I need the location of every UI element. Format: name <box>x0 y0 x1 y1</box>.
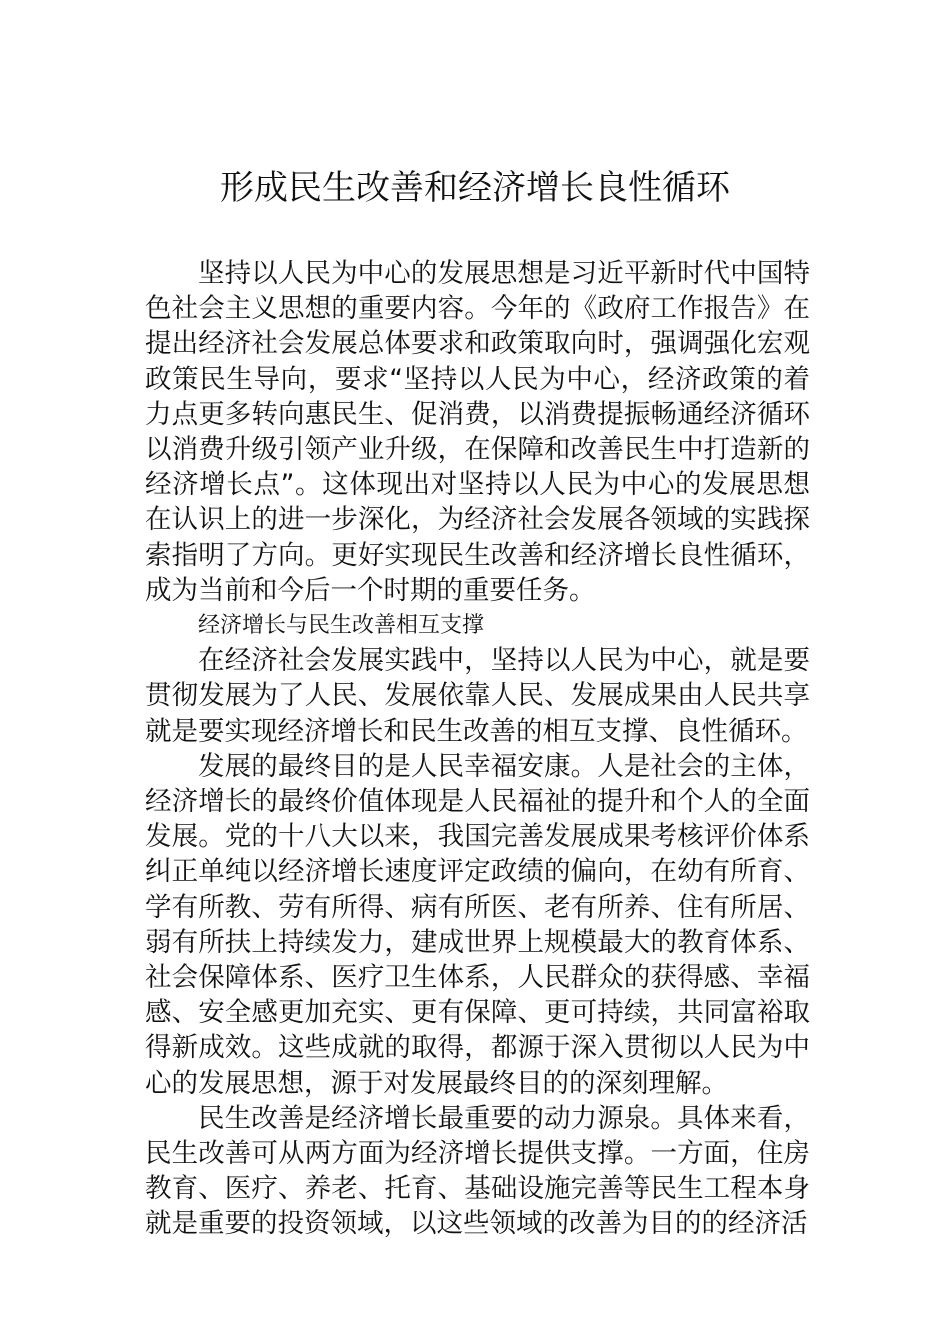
document-title: 形成民生改善和经济增长良性循环 <box>220 168 730 208</box>
paragraph: 在经济社会发展实践中，坚持以人民为中心，就是要贯彻发展为了人民、发展依靠人民、发展成果由人民共享就是要实现经济增长和民生改善的相互支撑、良性循环。 <box>145 645 810 747</box>
paragraph: 发展的最终目的是人民幸福安康。人是社会的主体，经济增长的最终价值体现是人民福祉的提升和个人的全面发展。党的十八大以来，我国完善发展成果考核评价体系纠正单纯以经济增长速度评定政绩的偏向，在幼有所育、学有所教、劳有所得、病有所医、老有所养、住有所居、弱有所扶上持续发力，建成世界上规模最大的教育体系、社会保障体系、医疗卫生体系，人民群众的获得感、幸福感、安全感更加充实、更有保障、更可持续，共同富裕取得新成效。这些成就的取得，都源于深入贯彻以人民为中心的发展思想，源于对发展最终目的的深刻理解。 <box>145 750 810 1099</box>
section-subheading: 经济增长与民生改善相互支撑 <box>198 613 485 639</box>
document-body <box>145 256 810 1242</box>
paragraph: 坚持以人民为中心的发展思想是习近平新时代中国特色社会主义思想的重要内容。今年的《政府工作报告》在提出经济社会发展总体要求和政策取向时，强调强化宏观政策民生导向，要求“坚持以人民为中心，经济政策的着力点更多转向惠民生、促消费，以消费提振畅通经济循环以消费升级引领产业升级，在保障和改善民生中打造新的经济增长点”。这体现出对坚持以人民为中心的发展思想在认识上的进一步深化，为经济社会发展各领域的实践探索指明了方向。更好实现民生改善和经济增长良性循环，成为当前和今后一个时期的重要任务。 <box>145 258 810 606</box>
paragraph: 民生改善是经济增长最重要的动力源泉。具体来看，民生改善可从两方面为经济增长提供支撑。一方面，住房教育、医疗、养老、托育、基础设施完善等民生工程本身就是重要的投资领域，以这些领域的改善为目的的经济活 <box>145 1102 810 1240</box>
